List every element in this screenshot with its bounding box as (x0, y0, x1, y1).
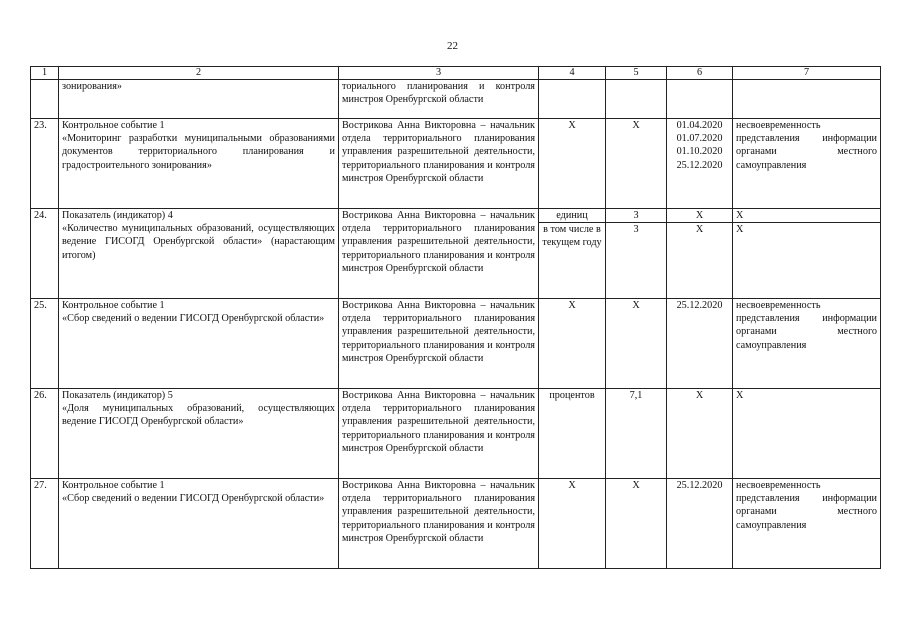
unit-total: единиц (539, 209, 605, 223)
row-description: зонирования» (59, 80, 339, 119)
row-responsible: Вострикова Анна Викторовна – начальник отдела территориального планирования управления разрешительной деятельности, территориального планирования и контроля минстроя Оренбургской области (339, 479, 539, 569)
row-description: Контрольное событие 1 «Мониторинг разработки муниципальными образованиями документов территориального планирования и градостроительного зонирования» (59, 119, 339, 209)
row-risk: несвоевременность представления информации органами местного самоуправления (733, 299, 881, 389)
row-value: 7,1 (606, 389, 667, 479)
row-number: 26. (31, 389, 59, 479)
row-value (606, 209, 667, 299)
row-date: 01.04.2020 01.07.2020 01.10.2020 25.12.2020 (667, 119, 733, 209)
row-responsible: Вострикова Анна Викторовна – начальник отдела территориального планирования управления разрешительной деятельности, территориального планирования и контроля минстроя Оренбургской области (339, 119, 539, 209)
row-date (667, 80, 733, 119)
risk-total: X (733, 209, 880, 223)
row-number (31, 80, 59, 119)
row-description: Показатель (индикатор) 5 «Доля муниципальных образований, осуществляющих ведение ГИСОГД Оренбургской области» (59, 389, 339, 479)
risk-current-year: X (736, 224, 744, 236)
row-number: 24. (31, 209, 59, 299)
row-risk: несвоевременность представления информации органами местного самоуправления (733, 119, 881, 209)
row-unit: X (539, 479, 606, 569)
row-unit: процентов (539, 389, 606, 479)
row-unit (539, 80, 606, 119)
table-row (31, 299, 881, 389)
row-value: X (606, 119, 667, 209)
row-date: X (667, 389, 733, 479)
date-total: X (667, 209, 732, 223)
unit-current-year: в том числе в текущем году (542, 224, 602, 249)
row-responsible: ториального планирования и контроля минстроя Оренбургской области (339, 80, 539, 119)
table-row (31, 389, 881, 479)
row-description: Контрольное событие 1 «Сбор сведений о ведении ГИСОГД Оренбургской области» (59, 299, 339, 389)
row-date: 25.12.2020 (667, 299, 733, 389)
value-current-year: 3 (633, 224, 639, 236)
plan-table (30, 66, 881, 569)
row-risk: X (733, 389, 881, 479)
row-number: 25. (31, 299, 59, 389)
row-risk: несвоевременность представления информации органами местного самоуправления (733, 479, 881, 569)
col-header-1: 1 (31, 67, 59, 80)
date-current-year: X (695, 224, 704, 236)
page-number: 22 (447, 40, 458, 52)
row-responsible: Вострикова Анна Викторовна – начальник отдела территориального планирования управления разрешительной деятельности, территориального планирования и контроля минстроя Оренбургской области (339, 299, 539, 389)
table-row (31, 119, 881, 209)
col-header-2: 2 (59, 67, 339, 80)
table-row (31, 209, 881, 299)
row-unit: X (539, 299, 606, 389)
row-value: X (606, 299, 667, 389)
row-responsible: Вострикова Анна Викторовна – начальник отдела территориального планирования управления разрешительной деятельности, территориального планирования и контроля минстроя Оренбургской области (339, 209, 539, 299)
table-row (31, 479, 881, 569)
row-unit: X (539, 119, 606, 209)
col-header-4: 4 (539, 67, 606, 80)
header-row (31, 67, 881, 80)
row-unit (539, 209, 606, 299)
row-risk (733, 80, 881, 119)
row-responsible: Вострикова Анна Викторовна – начальник отдела территориального планирования управления разрешительной деятельности, территориального планирования и контроля минстроя Оренбургской области (339, 389, 539, 479)
row-risk (733, 209, 881, 299)
row-value: X (606, 479, 667, 569)
col-header-3: 3 (339, 67, 539, 80)
row-description: Показатель (индикатор) 4 «Количество муниципальных образований, осуществляющих ведение ГИСОГД Оренбургской области» (нарастающим итогом) (59, 209, 339, 299)
row-date: 25.12.2020 (667, 479, 733, 569)
table-row (31, 80, 881, 119)
row-value (606, 80, 667, 119)
col-header-6: 6 (667, 67, 733, 80)
row-description: Контрольное событие 1 «Сбор сведений о ведении ГИСОГД Оренбургской области» (59, 479, 339, 569)
value-total: 3 (606, 209, 666, 223)
row-date (667, 209, 733, 299)
col-header-7: 7 (733, 67, 881, 80)
col-header-5: 5 (606, 67, 667, 80)
row-number: 27. (31, 479, 59, 569)
row-number: 23. (31, 119, 59, 209)
